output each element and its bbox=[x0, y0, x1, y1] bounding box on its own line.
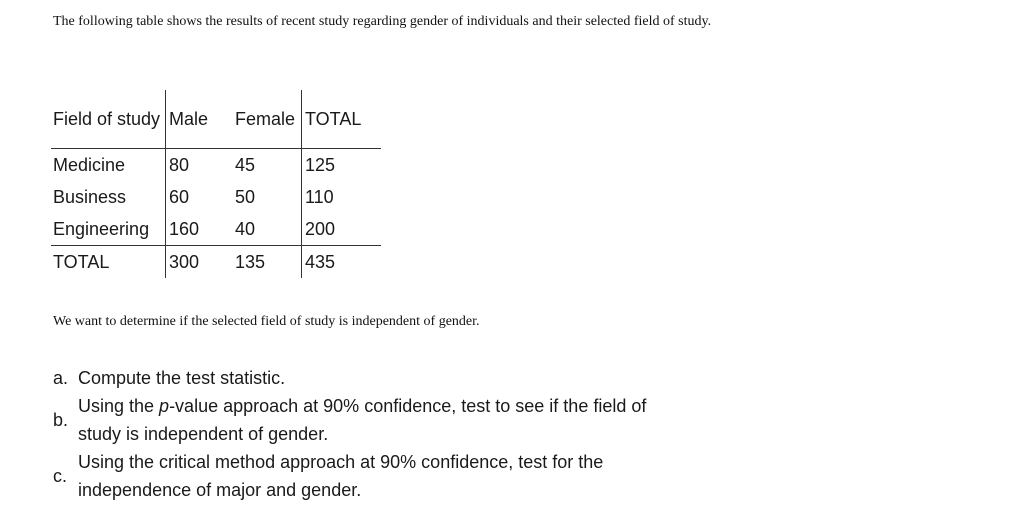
cell-male: 160 bbox=[166, 213, 234, 246]
part-text-after: -value approach at 90% confidence, test to see if the field of study is independent of gender. bbox=[78, 396, 647, 444]
cell-total: 200 bbox=[302, 213, 382, 246]
header-male: Male bbox=[166, 90, 234, 149]
part-c bbox=[53, 448, 653, 504]
header-field-of-study: Field of study bbox=[51, 90, 166, 149]
part-b bbox=[53, 392, 653, 448]
table-row bbox=[51, 149, 381, 182]
part-a bbox=[53, 364, 653, 392]
part-label: a. bbox=[53, 368, 69, 388]
header-female: Female bbox=[233, 90, 302, 149]
cell-female: 40 bbox=[235, 219, 256, 239]
intro-text: The following table shows the results of recent study regarding gender of individuals and their selected field of study. bbox=[53, 14, 712, 29]
part-text-before: Using the bbox=[78, 396, 160, 416]
cell-female: 135 bbox=[233, 246, 302, 279]
header-total: TOTAL bbox=[302, 90, 382, 149]
table-row bbox=[51, 213, 381, 246]
cell-male: 80 bbox=[166, 149, 234, 182]
row-label: Business bbox=[53, 187, 127, 207]
cell-female: 50 bbox=[235, 187, 256, 207]
row-label: Medicine bbox=[53, 155, 126, 175]
cell-total: 110 bbox=[302, 181, 382, 213]
part-label: b. bbox=[53, 410, 69, 430]
table-row bbox=[51, 181, 381, 213]
question-text: We want to determine if the selected field of study is independent of gender. bbox=[53, 314, 480, 329]
row-label: Engineering bbox=[53, 219, 150, 239]
cell-total: 125 bbox=[302, 149, 382, 182]
part-text: Using the critical method approach at 90% confidence, test for the independence of major and gender. bbox=[78, 452, 604, 500]
cell-male: 300 bbox=[166, 246, 234, 279]
contingency-table bbox=[51, 90, 381, 278]
p-variable: p bbox=[159, 396, 170, 416]
question-parts bbox=[53, 364, 653, 504]
cell-female: 45 bbox=[235, 155, 256, 175]
cell-male: 60 bbox=[166, 181, 234, 213]
table-row-total bbox=[51, 246, 381, 279]
part-text bbox=[78, 392, 653, 448]
cell-total: 435 bbox=[302, 246, 382, 279]
table-header-row bbox=[51, 90, 381, 149]
part-text: Compute the test statistic. bbox=[78, 368, 286, 388]
part-label: c. bbox=[53, 466, 68, 486]
row-label: TOTAL bbox=[51, 246, 166, 279]
